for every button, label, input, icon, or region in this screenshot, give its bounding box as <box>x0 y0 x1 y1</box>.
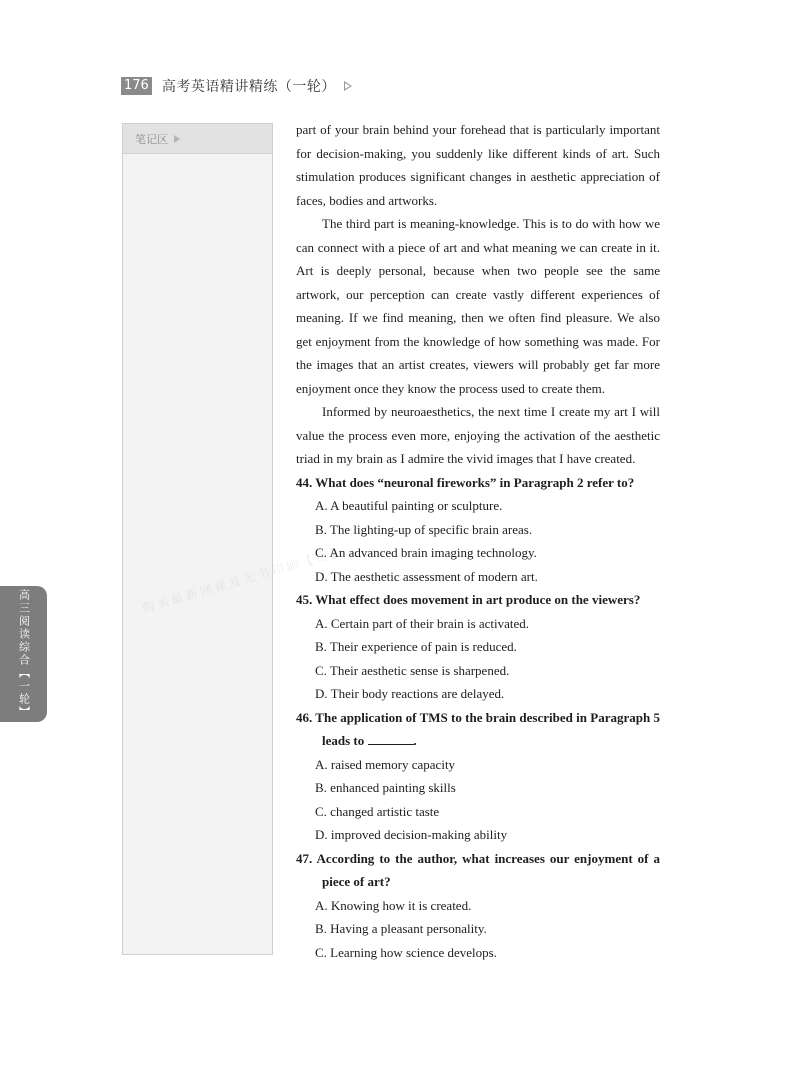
side-tab-label: 高三阅读综合【一轮】 <box>17 589 31 719</box>
question-stem-text: 46. The application of TMS to the brain described in Paragraph 5 leads to <box>296 709 660 748</box>
notes-label: 笔记区 <box>135 132 168 146</box>
question-stem-end: . <box>413 733 417 748</box>
answer-blank <box>368 731 414 745</box>
answer-option: B. Their experience of pain is reduced. <box>315 639 517 654</box>
answer-option: C. Learning how science develops. <box>315 944 497 960</box>
passage-paragraph: Informed by neuroaesthetics, the next time I create my art I will value the process even more, enjoying the activation of the aesthetic triad in my brain as I admire the vivid images that I have created. <box>296 404 660 466</box>
book-title: 高考英语精讲精练（一轮） <box>161 79 336 95</box>
page-header <box>121 76 352 96</box>
answer-option: A. raised memory capacity <box>315 756 456 772</box>
answer-option: C. changed artistic taste <box>315 803 440 819</box>
question-stem: 44. What does “neuronal fireworks” in Paragraph 2 refer to? <box>296 474 635 490</box>
answer-option: C. Their aesthetic sense is sharpened. <box>315 662 510 678</box>
notes-header <box>123 124 272 154</box>
passage-paragraph: The third part is meaning-knowledge. This is to do with how we can connect with a piece of art and what meaning we can create in it. Art is deeply personal, because when two people see the same artwork, our perception can create vastly different experiences of meaning. If we find meaning, then we often find pleasure. We also get enjoyment from the knowledge of how something was made. For the images that an artist creates, viewers will probably get far more enjoyment once they know the process used to create them. <box>296 216 660 396</box>
answer-option: A. Certain part of their brain is activated. <box>315 615 530 631</box>
answer-option: B. The lighting-up of specific brain areas. <box>315 521 533 537</box>
page-number: 176 <box>121 77 152 95</box>
answer-option: C. An advanced brain imaging technology. <box>315 545 537 560</box>
triangle-right-icon <box>174 135 180 143</box>
answer-option: A. Knowing how it is created. <box>315 897 472 913</box>
main-text <box>296 118 660 964</box>
side-tab <box>0 586 47 722</box>
question-stem: 45. What effect does movement in art produce on the viewers? <box>296 592 641 607</box>
question-stem: 47. According to the author, what increases our enjoyment of a piece of art? <box>296 850 660 889</box>
play-triangle-icon <box>344 81 352 91</box>
answer-option: D. The aesthetic assessment of modern art. <box>315 568 538 584</box>
question-stem <box>296 706 660 753</box>
answer-option: A. A beautiful painting or sculpture. <box>315 498 503 513</box>
answer-option: B. Having a pleasant personality. <box>315 921 487 936</box>
answer-option: D. Their body reactions are delayed. <box>315 686 505 701</box>
answer-option: B. enhanced painting skills <box>315 780 456 795</box>
notes-panel <box>122 123 273 955</box>
passage-paragraph: part of your brain behind your forehead that is particularly important for decision-making, you suddenly like different kinds of art. Such stimulation produces significant changes in aesthetic appreciation of faces, bodies and artworks. <box>296 122 660 208</box>
answer-option: D. improved decision-making ability <box>315 827 508 842</box>
